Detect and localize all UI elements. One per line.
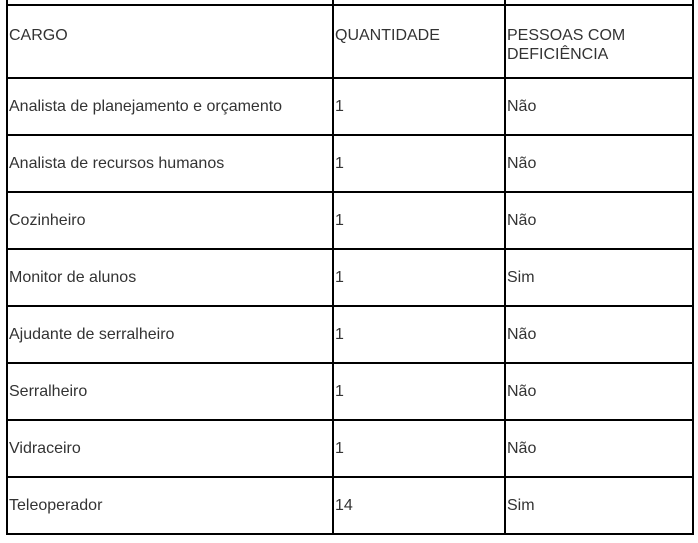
cell-pcd: Não — [505, 363, 693, 420]
cell-cargo: Serralheiro — [7, 363, 333, 420]
cell-cargo: Cozinheiro — [7, 192, 333, 249]
cell-cargo: Analista de recursos humanos — [7, 135, 333, 192]
table-row — [7, 420, 693, 477]
cell-quantidade: 14 — [333, 477, 505, 534]
cell-pcd: Não — [505, 306, 693, 363]
table-header-row — [7, 5, 693, 78]
cell-cargo: Vidraceiro — [7, 420, 333, 477]
table-row — [7, 249, 693, 306]
cell-cargo: Analista de planejamento e orçamento — [7, 78, 333, 135]
cell-quantidade: 1 — [333, 249, 505, 306]
cell-pcd: Não — [505, 192, 693, 249]
cell-quantidade: 1 — [333, 306, 505, 363]
table-row — [7, 78, 693, 135]
table-row — [7, 306, 693, 363]
header-quantidade: QUANTIDADE — [333, 5, 505, 78]
cell-quantidade: 1 — [333, 135, 505, 192]
cell-quantidade: 1 — [333, 192, 505, 249]
header-pessoas-com-deficiencia: PESSOAS COM DEFICIÊNCIA — [505, 5, 693, 78]
cell-quantidade: 1 — [333, 363, 505, 420]
vacancies-table — [6, 0, 694, 535]
cell-cargo: Teleoperador — [7, 477, 333, 534]
table-body — [7, 0, 693, 534]
cell-cargo: Monitor de alunos — [7, 249, 333, 306]
table-row — [7, 192, 693, 249]
cell-quantidade: 1 — [333, 78, 505, 135]
cell-pcd: Não — [505, 135, 693, 192]
header-cargo: CARGO — [7, 5, 333, 78]
cell-cargo: Ajudante de serralheiro — [7, 306, 333, 363]
cell-pcd: Sim — [505, 249, 693, 306]
cell-pcd: Sim — [505, 477, 693, 534]
table-row — [7, 135, 693, 192]
cell-quantidade: 1 — [333, 420, 505, 477]
cell-pcd: Não — [505, 420, 693, 477]
cell-pcd: Não — [505, 78, 693, 135]
table-row — [7, 477, 693, 534]
table-row — [7, 363, 693, 420]
